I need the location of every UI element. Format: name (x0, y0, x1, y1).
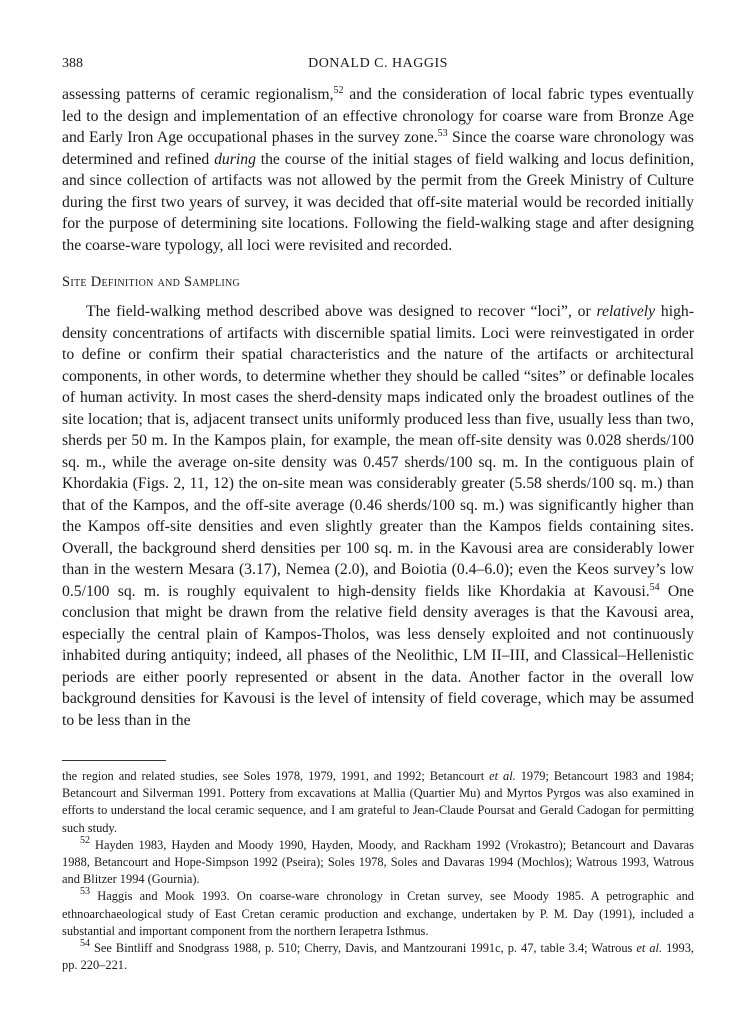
footnote-ref-54[interactable]: 54 (649, 581, 660, 593)
footnote-number: 54 (80, 938, 90, 950)
footnote-53: $^{53}$ Haggis and Mook 1993. On coarse-ware chronology in Cretan survey, see Moody 1985. A petrographic and ethnoarchaeological study of East Cretan ceramic production and exchange, undertaken by P. M. Day (1991), included a substantial and important component from the northern Ierapetra Isthmus. (62, 886, 694, 938)
running-header (62, 56, 694, 78)
footnotes (62, 768, 694, 974)
footnote-ref-53[interactable]: 53 (437, 128, 448, 139)
paragraph-2: The field-walking method described above was designed to recover “loci”, or relatively high-density concentrations of artifacts with discernible spatial limits. Loci were reinvestigated in order to define or confirm their spatial characteristics and the nature of the artifacts or architectural components, in other words, to determine whether they should be called “sites” or definable locales of human activity. In most cases the sherd-density maps indicated only the broadest outlines of the site location; that is, adjacent transect units uniformly produced less than five, usually less than two, sherds per 50 m. In the Kampos plain, for example, the mean off-site density was 0.028 sherds/100 sq. m., while the average on-site density was 0.457 sherds/100 sq. m. In the contiguous plain of Khordakia (Figs. 2, 11, 12) the on-site mean was considerably greater (5.58 sherds/100 sq. m.) than that of the Kampos, and the off-site average (0.46 sherds/100 sq. m.) was significantly higher than the Kampos off-site densities and even slightly greater than the Kampos fields containing sites. Overall, the background sherd densities per 100 sq. m. in the Kavousi area are considerably lower than in the western Mesara (3.17), Nemea (2.0), and Boiotia (0.4–6.0); even the Keos survey’s low 0.5/100 sq. m. is roughly equivalent to high-density fields like Khordakia at Kavousi.$^{54}$ One conclusion that might be drawn from the relative field density averages is that the Kavousi area, especially the central plain of Kampos-Tholos, was less densely exploited and not continuously inhabited during antiquity; indeed, all phases of the Neolithic, LM II–III, and Classical–Hellenistic periods are either poorly represented or absent in the data. Another factor in the overall low background densities for Kavousi is the level of intensity of field coverage, which may be assumed to be less than in the (62, 303, 694, 729)
footnote-ref-52[interactable]: 52 (333, 85, 344, 96)
page-number: 388 (62, 56, 83, 71)
main-text (62, 84, 694, 731)
footnote-divider (62, 760, 166, 761)
footnote-54: $^{54}$ See Bintliff and Snodgrass 1988, p. 510; Cherry, Davis, and Mantzourani 1991c, p. 47, table 3.4; Watrous et al. 1993, pp. 220–221. (62, 938, 694, 973)
footnote-number: 53 (80, 886, 90, 898)
footnote-52: $^{52}$ Hayden 1983, Hayden and Moody 1990, Hayden, Moody, and Rackham 1992 (Vrokastro); Betancourt and Davaras 1988, Betancourt and Hope-Simpson 1992 (Pseira); Soles 1978, Soles and Davaras 1994 (Mochlos); Watrous 1993, Watrous and Blitzer 1994 (Gournia). (62, 834, 694, 887)
section-heading: Site Definition and Sampling (62, 274, 241, 290)
footnote-number: 52 (80, 834, 90, 846)
footnote-continuation: the region and related studies, see Soles 1978, 1979, 1991, and 1992; Betancourt et al. 1979; Betancourt 1983 and 1984; Betancourt and Silverman 1991. Pottery from excavations at Mallia (Quartier Mu) and Myrtos Pyrgos was also examined in efforts to understand the local ceramic sequence, and I am grateful to Jean-Claude Poursat and Gerald Cadogan for permitting such study. (62, 769, 695, 835)
running-head-author: DONALD C. HAGGIS (308, 56, 448, 71)
paragraph-1: assessing patterns of ceramic regionalism,$^{52}$ and the consideration of local fabric types eventually led to the design and implementation of an effective chronology for coarse ware from Bronze Age and Early Iron Age occupational phases in the survey zone.$^{53}$ Since the coarse ware chronology was determined and refined during the course of the initial stages of field walking and locus definition, and since collection of artifacts was not allowed by the permit from the Greek Ministry of Culture during the first two years of survey, it was decided that off-site material would be recorded initially for the purpose of determining site locations. Following the field-walking stage and after designing the coarse-ware typology, all loci were revisited and recorded. (62, 85, 694, 254)
